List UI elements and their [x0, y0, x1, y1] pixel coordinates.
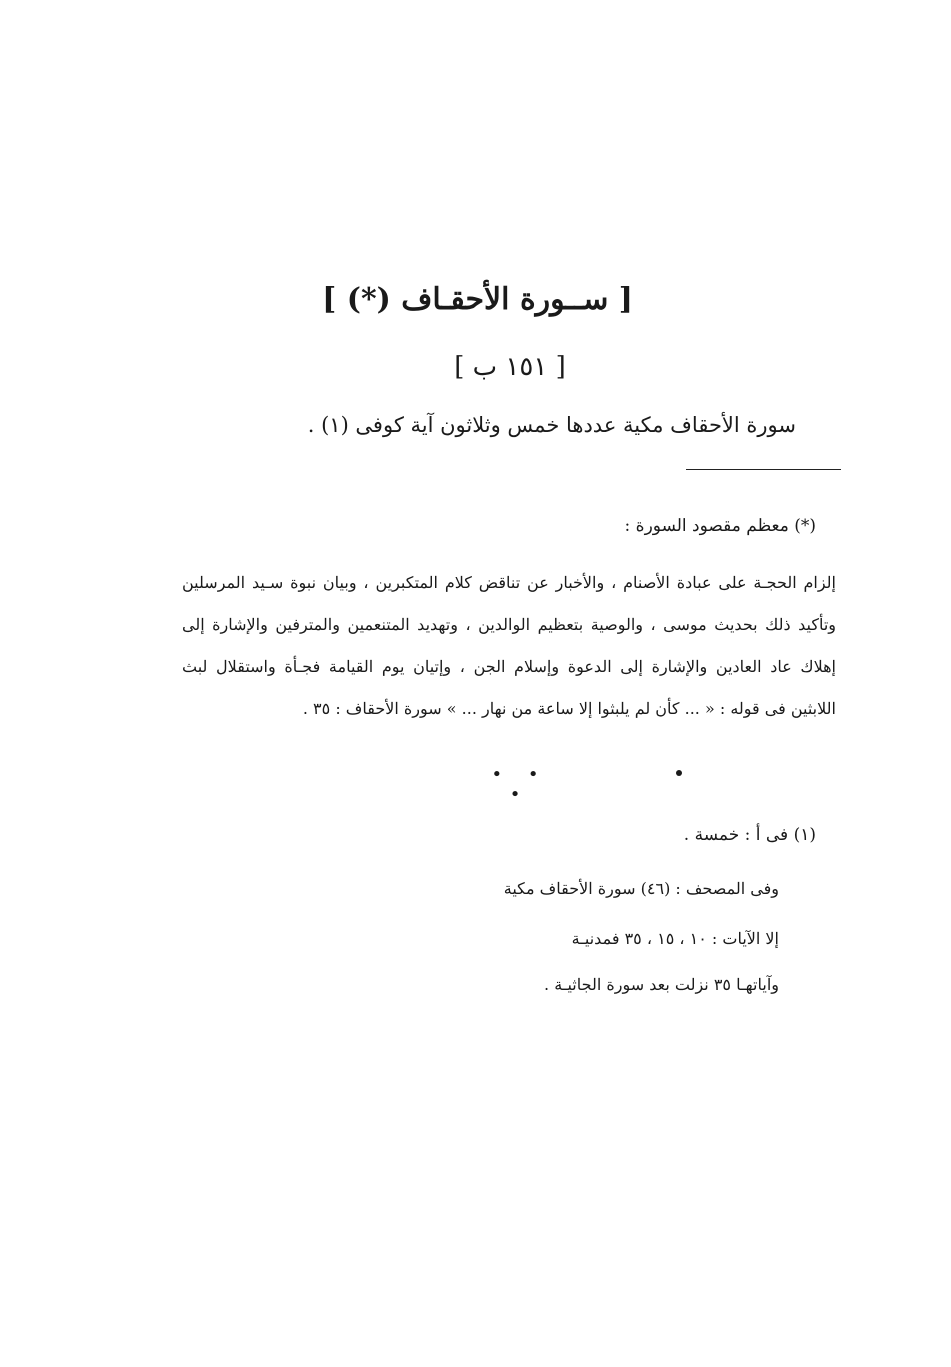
folio-marker: [ ١٥١ ب ] [454, 352, 566, 382]
note-heading: (*) معظم مقصود السورة : [624, 516, 816, 536]
note-paragraph: إلزام الحجـة على عبادة الأصنام ، والأخبار عن تناقض كلام المتكبرين ، وبيان نبوة سـيد المرسلين وتأكيد ذلك بحديث موسى ، والوصية بتعظيم الوالدين ، وتهديد المتنعمين والمترفين والإشارة إلى إهلاك عاد العادين والإشارة إلى الدعوة وإسلام الجن ، وإتيان يوم القيامة فجـأة واستقلال لبث اللابثين فى قوله : « ... كأن لم يلبثوا إلا ساعة من نهار ... » سورة الأحقاف : ٣٥ . [182, 573, 837, 718]
footnote-line-exceptions: إلا الآيات : ١٠ ، ١٥ ، ٣٥ فمدنيـة [571, 929, 779, 948]
footnote-line-count: وآياتهـا ٣٥ نزلت بعد سورة الجاثيـة . [544, 975, 779, 994]
intro-line: سورة الأحقاف مكية عددها خمس وثلاثون آية كوفى (١) . [307, 413, 796, 437]
surah-title: [ ســورة الأحقـاف (*) ] [322, 282, 633, 317]
footnote-line-mushaf: وفى المصحف : (٤٦) سورة الأحقاف مكية [503, 879, 779, 898]
footnote-separator-rule [686, 469, 841, 470]
footnote-1: (١) فى أ : خمسة . [683, 825, 816, 845]
separator-dots: • • • [491, 764, 549, 805]
stray-dot [676, 770, 682, 776]
